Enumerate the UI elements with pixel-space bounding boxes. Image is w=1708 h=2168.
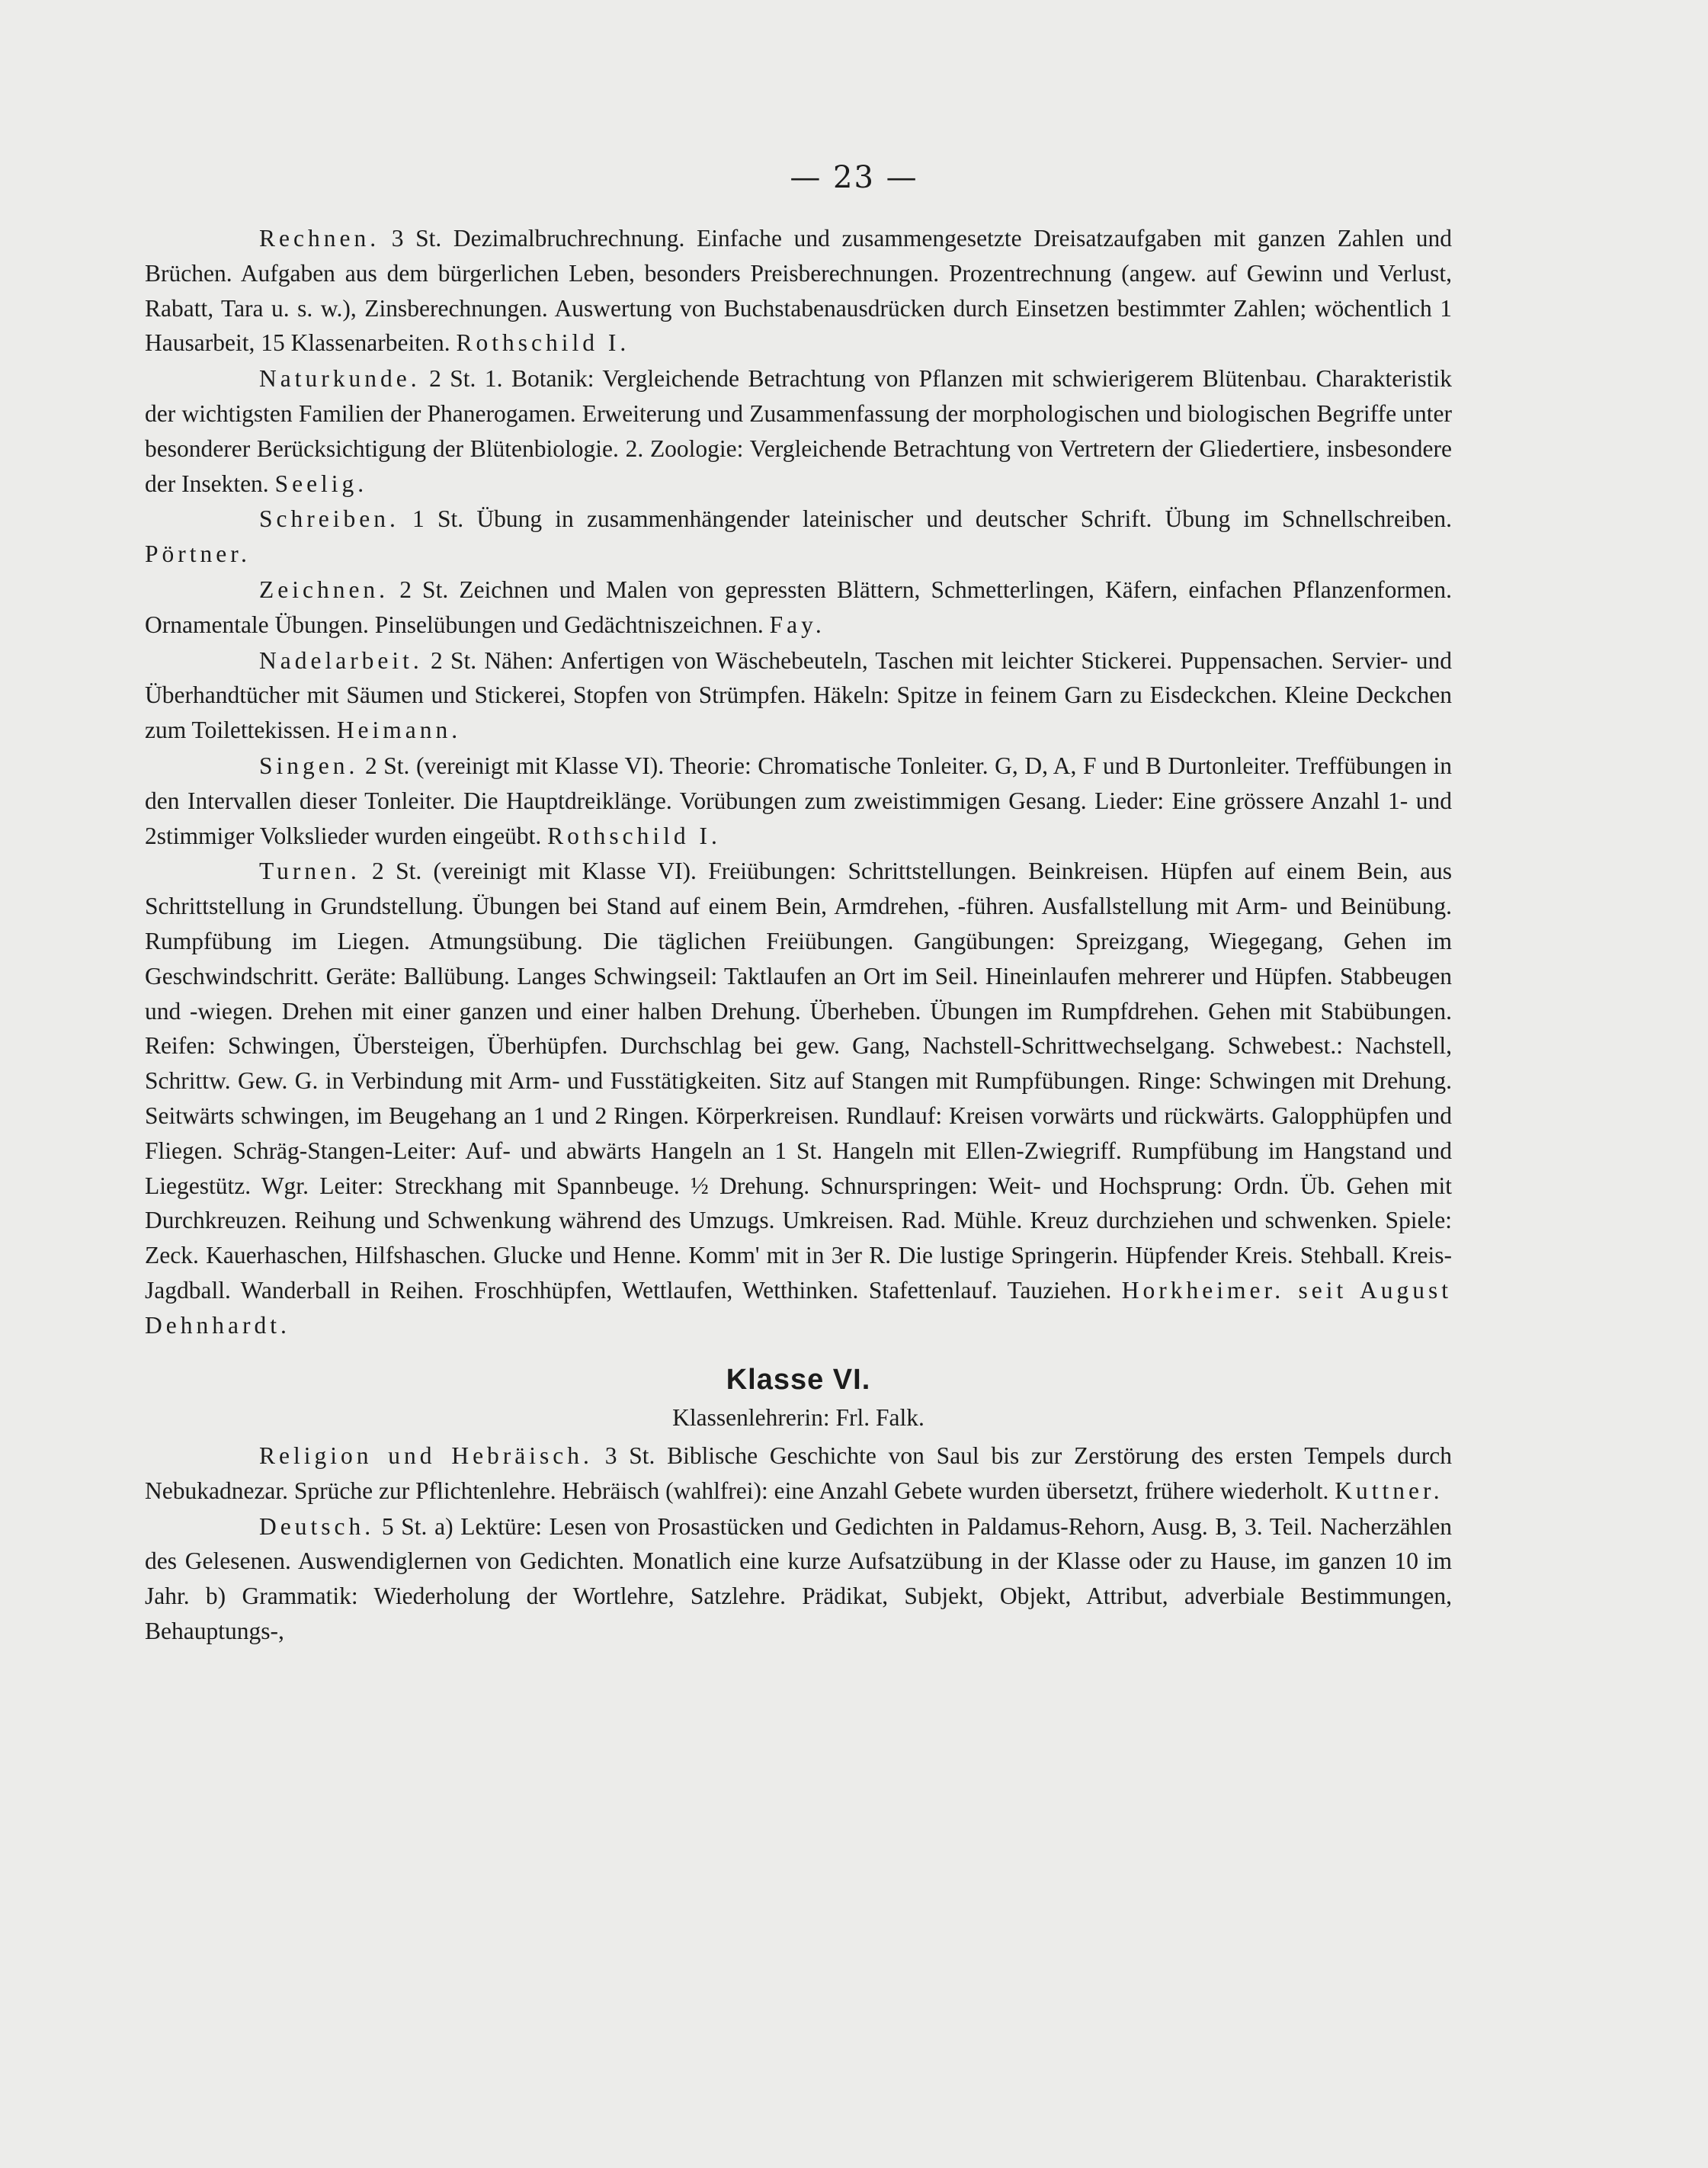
page-number: — 23 — xyxy=(790,160,918,195)
subject-label: Nadelarbeit. xyxy=(259,646,423,674)
teacher-name: Horkheimer. seit August Dehnhardt. xyxy=(145,1276,1452,1339)
paragraph-body: 2 St. Zeichnen und Malen von gepressten Blättern, Schmetterlingen, Käfern, einfachen Pflanzenformen. Ornamentale Übungen. Pinselübungen und Gedächtniszeichnen. xyxy=(145,576,1452,638)
paragraph-body: 3 St. Dezimalbruchrechnung. Einfache und zusammengesetzte Dreisatzaufgaben mit ganzen Zahlen und Brüchen. Aufgaben aus dem bürgerlichen Leben, besonders Preisberechnungen. Prozentrechnung (angew. auf Gewinn und Verlust, Rabatt, Tara u. s. w.), Zinsberechnungen. Auswertung von Buchstabenausdrücken durch Einsetzen bestimmter Zahlen; wöchentlich 1 Hausarbeit, 15 Klassenarbeiten. xyxy=(145,225,1453,357)
teacher-name: Seelig. xyxy=(274,470,368,497)
subject-label: Zeichnen. xyxy=(259,576,389,603)
paragraph-rechnen xyxy=(145,221,1452,361)
teacher-name: Rothschild I. xyxy=(456,329,630,357)
class-teacher-line: Klassenlehrerin: Frl. Falk. xyxy=(672,1404,924,1432)
paragraph-singen xyxy=(145,749,1452,853)
teacher-name: Kuttner. xyxy=(1335,1477,1444,1504)
section-heading: Klasse VI. xyxy=(726,1363,871,1396)
paragraph-body: 5 St. a) Lektüre: Lesen von Prosastücken und Gedichten in Paldamus-Rehorn, Ausg. B, 3. Teil. Nacherzählen des Gelesenen. Auswendiglernen von Gedichten. Monatlich eine kurze Aufsatzübung in der Klasse oder zu Hause, im ganzen 10 im Jahr. b) Grammatik: Wiederholung der Wortlehre, Satzlehre. Prädikat, Subjekt, Objekt, Attribut, adverbiale Bestimmungen, Behauptungs-, xyxy=(145,1512,1452,1645)
subject-label: Religion und Hebräisch. xyxy=(259,1442,593,1470)
paragraph-turnen xyxy=(145,854,1452,1342)
paragraph-body: 2 St. (vereinigt mit Klasse VI). Freiübungen: Schrittstellungen. Beinkreisen. Hüpfen auf einem Bein, aus Schrittstellung in Grundstellung. Übungen bei Stand auf einem Bein, Armdrehen, -führen. Ausfallstellung mit Arm- und Beinübung. Rumpfübung im Liegen. Atmungsübung. Die täglichen Freiübungen. Gangübungen: Spreizgang, Wiegegang, Gehen im Geschwindschritt. Geräte: Ballübung. Langes Schwingseil: Taktlaufen an Ort im Seil. Hineinlaufen mehrerer und Hüpfen. Stabbeugen und -wiegen. Drehen mit einer ganzen und einer halben Drehung. Überheben. Übungen im Rumpfdrehen. Gehen mit Stabübungen. Reifen: Schwingen, Übersteigen, Überhüpfen. Durchschlag bei gew. Gang, Nachstell-Schrittwechselgang. Schwebest.: Nachstell, Schrittw. Gew. G. in Verbindung mit Arm- und Fusstätigkeiten. Sitz auf Stangen mit Rumpfübungen. Ringe: Schwingen mit Drehung. Seitwärts schwingen, im Beugehang an 1 und 2 Ringen. Körperkreisen. Rundlauf: Kreisen vorwärts und rückwärts. Galopphüpfen und Fliegen. Schräg-Stangen-Leiter: Auf- und abwärts Hangeln an 1 St. Hangeln mit Ellen-Zwiegriff. Rumpfübung im Hangstand und Liegestütz. Wgr. Leiter: Streckhang mit Spannbeuge. ½ Drehung. Schnurspringen: Weit- und Hochsprung: Ordn. Üb. Gehen mit Durchkreuzen. Reihung und Schwenkung während des Umzugs. Umkreisen. Rad. Mühle. Kreuz durchziehen und schwenken. Spiele: Zeck. Kauerhaschen, Hilfshaschen. Glucke und Henne. Komm' mit in 3er R. Die lustige Springerin. Hüpfender Kreis. Stehball. Kreis-Jagdball. Wanderball in Reihen. Froschhüpfen, Wettlaufen, Wetthinken. Stafettenlauf. Tauziehen. xyxy=(145,858,1453,1304)
subject-label: Naturkunde. xyxy=(259,365,421,393)
body-text xyxy=(145,221,1452,1650)
teacher-name: Fay. xyxy=(769,611,825,638)
paragraph-body: 1 St. Übung in zusammenhängender lateinischer und deutscher Schrift. Übung im Schnellschreiben. xyxy=(412,505,1453,533)
subject-label: Deutsch. xyxy=(259,1512,375,1540)
paragraph-body: 2 St. 1. Botanik: Vergleichende Betrachtung von Pflanzen mit schwierigerem Blütenbau. Charakteristik der wichtigsten Familien der Phanerogamen. Erweiterung und Zusammenfassung der morphologischen und biologischen Begriffe unter besonderer Berücksichtigung der Blütenbiologie. 2. Zoologie: Vergleichende Betrachtung von Vertretern der Gliedertiere, insbesondere der Insekten. xyxy=(145,365,1452,497)
paragraph-zeichnen xyxy=(145,572,1452,643)
paragraph-naturkunde xyxy=(145,361,1452,501)
subject-label: Rechnen. xyxy=(259,225,380,252)
subject-label: Schreiben. xyxy=(259,505,399,533)
teacher-name: Rothschild I. xyxy=(547,822,721,849)
teacher-name: Heimann. xyxy=(336,717,462,744)
subject-label: Turnen. xyxy=(259,858,361,885)
paragraph-body: 3 St. Biblische Geschichte von Saul bis zur Zerstörung des ersten Tempels durch Nebukadnezar. Sprüche zur Pflichtenlehre. Hebräisch (wahlfrei): eine Anzahl Gebete wurden übersetzt, frühere wiederholt. xyxy=(145,1442,1452,1504)
paragraph-deutsch xyxy=(145,1509,1452,1649)
paragraph-body: 2 St. (vereinigt mit Klasse VI). Theorie: Chromatische Tonleiter. G, D, A, F und B Durtonleiter. Treffübungen in den Intervallen dieser Tonleiter. Die Hauptdreiklänge. Vorübungen zum zweistimmigen Gesang. Lieder: Eine grössere Anzahl 1- und 2stimmiger Volkslieder wurden eingeübt. xyxy=(145,752,1453,849)
paragraph-body: 2 St. Nähen: Anfertigen von Wäschebeuteln, Taschen mit leichter Stickerei. Puppensachen. Servier- und Überhandtücher mit Säumen und Stickerei, Stopfen von Strümpfen. Häkeln: Spitze in feinem Garn zu Eisdeckchen. Kleine Deckchen zum Toilettekissen. xyxy=(145,646,1453,744)
teacher-name: Pörtner. xyxy=(145,540,251,568)
subject-label: Singen. xyxy=(259,752,359,779)
paragraph-schreiben xyxy=(145,502,1452,572)
paragraph-nadelarbeit xyxy=(145,643,1452,748)
paragraph-religion xyxy=(145,1438,1452,1509)
